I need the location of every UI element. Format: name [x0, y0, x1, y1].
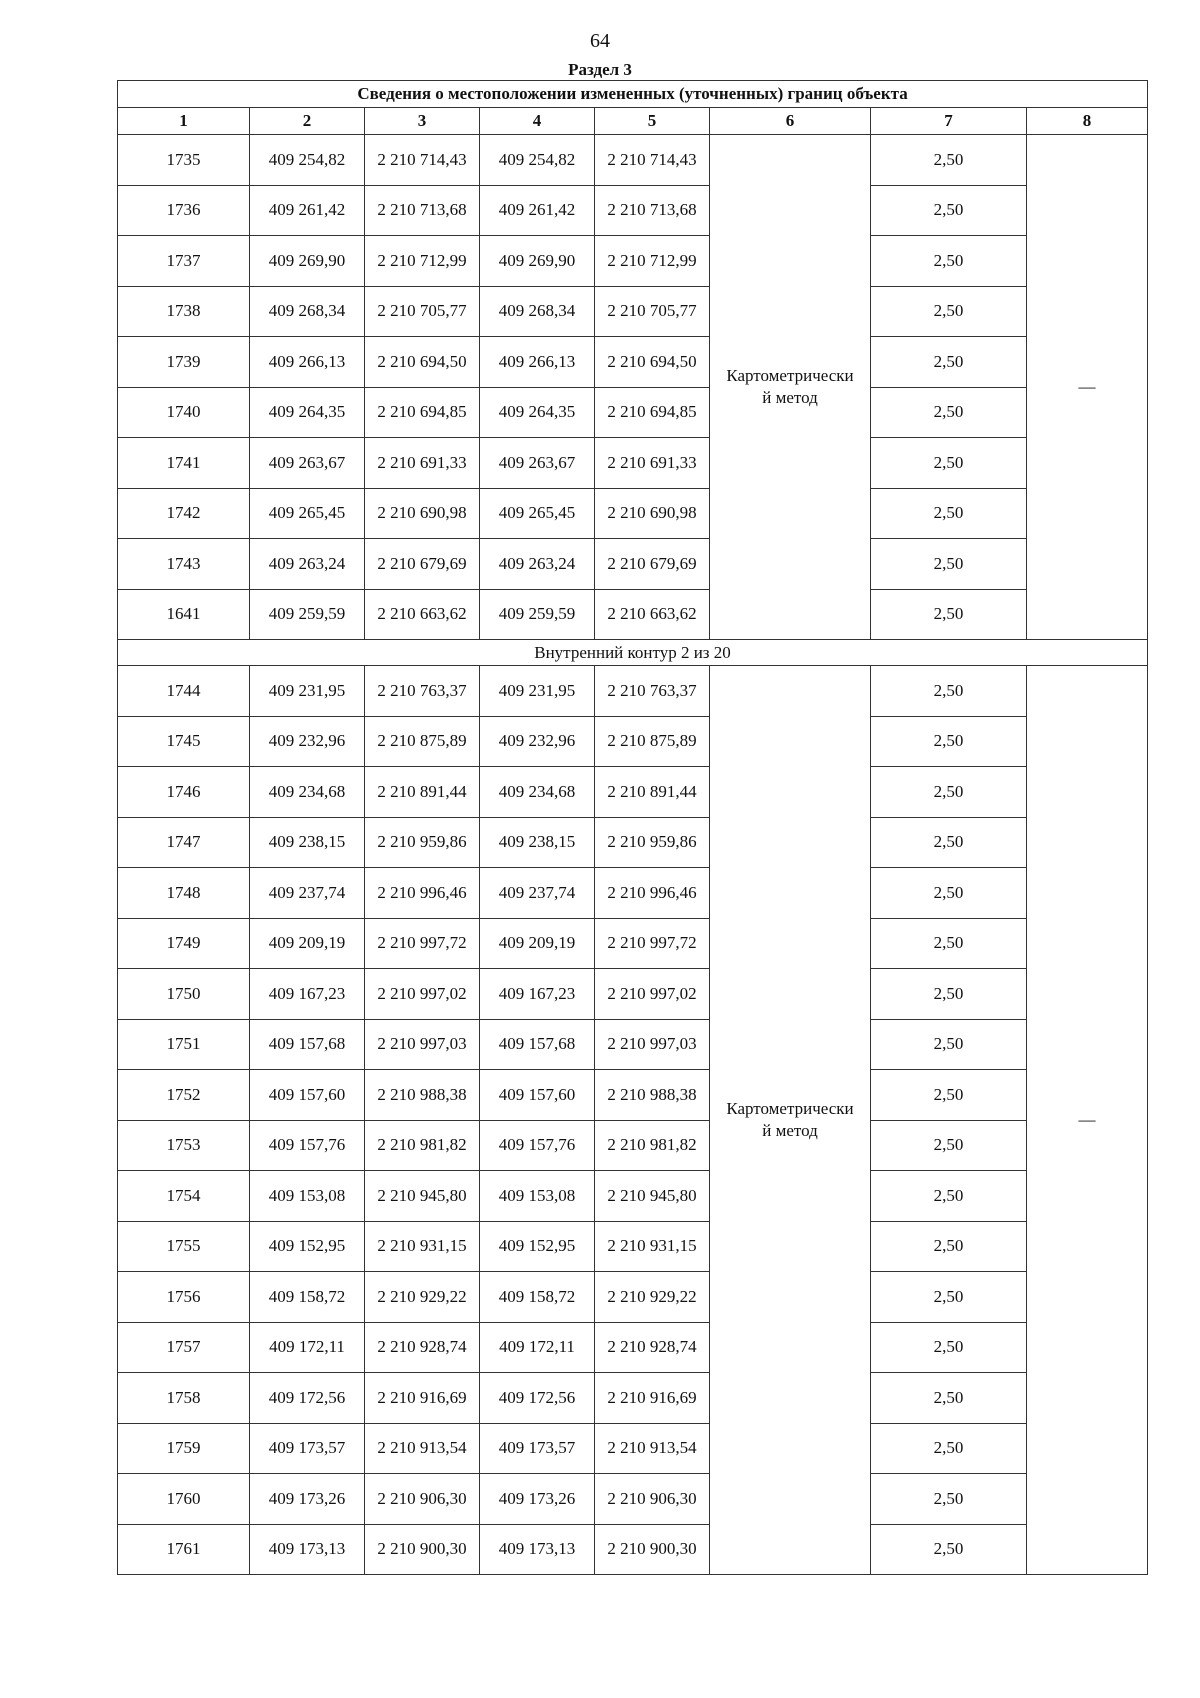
column-number: 7 [871, 108, 1027, 135]
x-coordinate-cell: 409 173,13 [480, 1524, 595, 1575]
x-coordinate-cell: 409 173,26 [250, 1474, 365, 1525]
x-coordinate-cell: 409 167,23 [480, 969, 595, 1020]
x-coordinate-cell: 409 152,95 [250, 1221, 365, 1272]
y-coordinate-cell: 2 210 763,37 [365, 666, 480, 717]
accuracy-cell: 2,50 [871, 1019, 1027, 1070]
y-coordinate-cell: 2 210 906,30 [595, 1474, 710, 1525]
x-coordinate-cell: 409 238,15 [250, 817, 365, 868]
accuracy-cell: 2,50 [871, 1322, 1027, 1373]
point-number-cell: 1758 [118, 1373, 250, 1424]
point-number-cell: 1738 [118, 286, 250, 337]
y-coordinate-cell: 2 210 996,46 [595, 868, 710, 919]
x-coordinate-cell: 409 265,45 [480, 488, 595, 539]
x-coordinate-cell: 409 157,60 [250, 1070, 365, 1121]
point-number-cell: 1746 [118, 767, 250, 818]
accuracy-cell: 2,50 [871, 135, 1027, 186]
column-number: 6 [710, 108, 871, 135]
accuracy-cell: 2,50 [871, 185, 1027, 236]
table-row [118, 135, 1148, 186]
accuracy-cell: 2,50 [871, 1474, 1027, 1525]
y-coordinate-cell: 2 210 900,30 [595, 1524, 710, 1575]
x-coordinate-cell: 409 153,08 [480, 1171, 595, 1222]
point-number-cell: 1742 [118, 488, 250, 539]
y-coordinate-cell: 2 210 981,82 [595, 1120, 710, 1171]
x-coordinate-cell: 409 209,19 [480, 918, 595, 969]
x-coordinate-cell: 409 259,59 [250, 589, 365, 640]
y-coordinate-cell: 2 210 929,22 [365, 1272, 480, 1323]
x-coordinate-cell: 409 157,68 [480, 1019, 595, 1070]
table-row [118, 1423, 1148, 1474]
x-coordinate-cell: 409 234,68 [250, 767, 365, 818]
accuracy-cell: 2,50 [871, 286, 1027, 337]
x-coordinate-cell: 409 237,74 [480, 868, 595, 919]
table-row [118, 387, 1148, 438]
x-coordinate-cell: 409 261,42 [480, 185, 595, 236]
method-cell [710, 666, 871, 1575]
y-coordinate-cell: 2 210 997,03 [595, 1019, 710, 1070]
point-number-cell: 1754 [118, 1171, 250, 1222]
table-caption: Сведения о местоположении измененных (уточненных) границ объекта [118, 81, 1148, 108]
y-coordinate-cell: 2 210 763,37 [595, 666, 710, 717]
y-coordinate-cell: 2 210 712,99 [365, 236, 480, 287]
method-text-line: Картометрически [726, 366, 854, 385]
accuracy-cell: 2,50 [871, 969, 1027, 1020]
point-number-cell: 1752 [118, 1070, 250, 1121]
y-coordinate-cell: 2 210 713,68 [365, 185, 480, 236]
accuracy-cell: 2,50 [871, 1272, 1027, 1323]
y-coordinate-cell: 2 210 663,62 [595, 589, 710, 640]
table-row [118, 589, 1148, 640]
table-row [118, 185, 1148, 236]
x-coordinate-cell: 409 157,76 [480, 1120, 595, 1171]
table-row [118, 817, 1148, 868]
method-text-line: й метод [762, 388, 818, 407]
accuracy-cell: 2,50 [871, 337, 1027, 388]
x-coordinate-cell: 409 232,96 [480, 716, 595, 767]
y-coordinate-cell: 2 210 891,44 [365, 767, 480, 818]
y-coordinate-cell: 2 210 988,38 [365, 1070, 480, 1121]
y-coordinate-cell: 2 210 691,33 [365, 438, 480, 489]
x-coordinate-cell: 409 172,56 [250, 1373, 365, 1424]
y-coordinate-cell: 2 210 988,38 [595, 1070, 710, 1121]
table-row [118, 337, 1148, 388]
point-number-cell: 1744 [118, 666, 250, 717]
table-row [118, 1373, 1148, 1424]
x-coordinate-cell: 409 254,82 [250, 135, 365, 186]
accuracy-cell: 2,50 [871, 1070, 1027, 1121]
x-coordinate-cell: 409 263,67 [250, 438, 365, 489]
x-coordinate-cell: 409 157,60 [480, 1070, 595, 1121]
y-coordinate-cell: 2 210 690,98 [365, 488, 480, 539]
x-coordinate-cell: 409 231,95 [250, 666, 365, 717]
column-number: 2 [250, 108, 365, 135]
table-row [118, 868, 1148, 919]
x-coordinate-cell: 409 173,26 [480, 1474, 595, 1525]
x-coordinate-cell: 409 209,19 [250, 918, 365, 969]
x-coordinate-cell: 409 172,11 [250, 1322, 365, 1373]
method-cell [710, 135, 871, 640]
point-number-cell: 1641 [118, 589, 250, 640]
point-number-cell: 1740 [118, 387, 250, 438]
y-coordinate-cell: 2 210 712,99 [595, 236, 710, 287]
x-coordinate-cell: 409 263,24 [250, 539, 365, 590]
table-row [118, 286, 1148, 337]
table-row [118, 1272, 1148, 1323]
point-number-cell: 1761 [118, 1524, 250, 1575]
y-coordinate-cell: 2 210 913,54 [365, 1423, 480, 1474]
y-coordinate-cell: 2 210 694,50 [595, 337, 710, 388]
x-coordinate-cell: 409 263,24 [480, 539, 595, 590]
x-coordinate-cell: 409 158,72 [480, 1272, 595, 1323]
y-coordinate-cell: 2 210 663,62 [365, 589, 480, 640]
accuracy-cell: 2,50 [871, 1171, 1027, 1222]
accuracy-cell: 2,50 [871, 1423, 1027, 1474]
contour-label-row [118, 640, 1148, 666]
table-row [118, 918, 1148, 969]
y-coordinate-cell: 2 210 959,86 [365, 817, 480, 868]
x-coordinate-cell: 409 237,74 [250, 868, 365, 919]
accuracy-cell: 2,50 [871, 1221, 1027, 1272]
y-coordinate-cell: 2 210 875,89 [365, 716, 480, 767]
y-coordinate-cell: 2 210 997,72 [595, 918, 710, 969]
y-coordinate-cell: 2 210 679,69 [365, 539, 480, 590]
table-row [118, 1524, 1148, 1575]
accuracy-cell: 2,50 [871, 488, 1027, 539]
table-row [118, 236, 1148, 287]
point-number-cell: 1753 [118, 1120, 250, 1171]
y-coordinate-cell: 2 210 900,30 [365, 1524, 480, 1575]
column-8-cell: — [1027, 135, 1148, 640]
x-coordinate-cell: 409 269,90 [480, 236, 595, 287]
x-coordinate-cell: 409 264,35 [250, 387, 365, 438]
x-coordinate-cell: 409 231,95 [480, 666, 595, 717]
table-row [118, 1171, 1148, 1222]
x-coordinate-cell: 409 173,57 [250, 1423, 365, 1474]
accuracy-cell: 2,50 [871, 868, 1027, 919]
column-number-row [118, 108, 1148, 135]
point-number-cell: 1755 [118, 1221, 250, 1272]
table-row [118, 969, 1148, 1020]
x-coordinate-cell: 409 173,13 [250, 1524, 365, 1575]
page-number: 64 [590, 30, 610, 52]
accuracy-cell: 2,50 [871, 236, 1027, 287]
x-coordinate-cell: 409 263,67 [480, 438, 595, 489]
point-number-cell: 1743 [118, 539, 250, 590]
x-coordinate-cell: 409 268,34 [250, 286, 365, 337]
accuracy-cell: 2,50 [871, 1524, 1027, 1575]
y-coordinate-cell: 2 210 913,54 [595, 1423, 710, 1474]
x-coordinate-cell: 409 157,68 [250, 1019, 365, 1070]
coordinates-table [117, 80, 1148, 1575]
x-coordinate-cell: 409 264,35 [480, 387, 595, 438]
point-number-cell: 1739 [118, 337, 250, 388]
x-coordinate-cell: 409 269,90 [250, 236, 365, 287]
x-coordinate-cell: 409 152,95 [480, 1221, 595, 1272]
table-row [118, 1322, 1148, 1373]
x-coordinate-cell: 409 167,23 [250, 969, 365, 1020]
point-number-cell: 1759 [118, 1423, 250, 1474]
accuracy-cell: 2,50 [871, 1120, 1027, 1171]
y-coordinate-cell: 2 210 997,72 [365, 918, 480, 969]
accuracy-cell: 2,50 [871, 767, 1027, 818]
y-coordinate-cell: 2 210 931,15 [595, 1221, 710, 1272]
x-coordinate-cell: 409 153,08 [250, 1171, 365, 1222]
y-coordinate-cell: 2 210 705,77 [365, 286, 480, 337]
y-coordinate-cell: 2 210 945,80 [595, 1171, 710, 1222]
table-row [118, 539, 1148, 590]
method-text-line: й метод [762, 1121, 818, 1140]
y-coordinate-cell: 2 210 916,69 [595, 1373, 710, 1424]
point-number-cell: 1749 [118, 918, 250, 969]
point-number-cell: 1760 [118, 1474, 250, 1525]
section-title: Раздел 3 [568, 60, 632, 79]
x-coordinate-cell: 409 254,82 [480, 135, 595, 186]
point-number-cell: 1748 [118, 868, 250, 919]
x-coordinate-cell: 409 259,59 [480, 589, 595, 640]
table-body [118, 135, 1148, 1575]
y-coordinate-cell: 2 210 705,77 [595, 286, 710, 337]
accuracy-cell: 2,50 [871, 539, 1027, 590]
y-coordinate-cell: 2 210 945,80 [365, 1171, 480, 1222]
table-row [118, 666, 1148, 717]
point-number-cell: 1750 [118, 969, 250, 1020]
y-coordinate-cell: 2 210 714,43 [365, 135, 480, 186]
method-text-line: Картометрически [726, 1099, 854, 1118]
y-coordinate-cell: 2 210 916,69 [365, 1373, 480, 1424]
y-coordinate-cell: 2 210 959,86 [595, 817, 710, 868]
y-coordinate-cell: 2 210 931,15 [365, 1221, 480, 1272]
y-coordinate-cell: 2 210 981,82 [365, 1120, 480, 1171]
x-coordinate-cell: 409 172,56 [480, 1373, 595, 1424]
x-coordinate-cell: 409 157,76 [250, 1120, 365, 1171]
y-coordinate-cell: 2 210 997,02 [595, 969, 710, 1020]
table-row [118, 1120, 1148, 1171]
y-coordinate-cell: 2 210 997,02 [365, 969, 480, 1020]
y-coordinate-cell: 2 210 679,69 [595, 539, 710, 590]
y-coordinate-cell: 2 210 928,74 [365, 1322, 480, 1373]
column-number: 4 [480, 108, 595, 135]
x-coordinate-cell: 409 268,34 [480, 286, 595, 337]
x-coordinate-cell: 409 173,57 [480, 1423, 595, 1474]
column-number: 1 [118, 108, 250, 135]
y-coordinate-cell: 2 210 929,22 [595, 1272, 710, 1323]
y-coordinate-cell: 2 210 906,30 [365, 1474, 480, 1525]
y-coordinate-cell: 2 210 997,03 [365, 1019, 480, 1070]
column-number: 8 [1027, 108, 1148, 135]
x-coordinate-cell: 409 232,96 [250, 716, 365, 767]
point-number-cell: 1745 [118, 716, 250, 767]
x-coordinate-cell: 409 158,72 [250, 1272, 365, 1323]
point-number-cell: 1736 [118, 185, 250, 236]
accuracy-cell: 2,50 [871, 438, 1027, 489]
point-number-cell: 1741 [118, 438, 250, 489]
accuracy-cell: 2,50 [871, 918, 1027, 969]
table-row [118, 1221, 1148, 1272]
point-number-cell: 1735 [118, 135, 250, 186]
column-8-cell: — [1027, 666, 1148, 1575]
y-coordinate-cell: 2 210 690,98 [595, 488, 710, 539]
table-row [118, 1474, 1148, 1525]
table-row [118, 1070, 1148, 1121]
accuracy-cell: 2,50 [871, 1373, 1027, 1424]
x-coordinate-cell: 409 172,11 [480, 1322, 595, 1373]
y-coordinate-cell: 2 210 891,44 [595, 767, 710, 818]
table-row [118, 716, 1148, 767]
accuracy-cell: 2,50 [871, 589, 1027, 640]
y-coordinate-cell: 2 210 928,74 [595, 1322, 710, 1373]
point-number-cell: 1747 [118, 817, 250, 868]
accuracy-cell: 2,50 [871, 817, 1027, 868]
y-coordinate-cell: 2 210 691,33 [595, 438, 710, 489]
point-number-cell: 1756 [118, 1272, 250, 1323]
y-coordinate-cell: 2 210 875,89 [595, 716, 710, 767]
accuracy-cell: 2,50 [871, 387, 1027, 438]
y-coordinate-cell: 2 210 714,43 [595, 135, 710, 186]
x-coordinate-cell: 409 266,13 [480, 337, 595, 388]
column-number: 5 [595, 108, 710, 135]
point-number-cell: 1757 [118, 1322, 250, 1373]
table-row [118, 488, 1148, 539]
x-coordinate-cell: 409 238,15 [480, 817, 595, 868]
x-coordinate-cell: 409 265,45 [250, 488, 365, 539]
x-coordinate-cell: 409 266,13 [250, 337, 365, 388]
y-coordinate-cell: 2 210 694,85 [595, 387, 710, 438]
y-coordinate-cell: 2 210 713,68 [595, 185, 710, 236]
table-row [118, 767, 1148, 818]
y-coordinate-cell: 2 210 694,50 [365, 337, 480, 388]
y-coordinate-cell: 2 210 996,46 [365, 868, 480, 919]
accuracy-cell: 2,50 [871, 666, 1027, 717]
y-coordinate-cell: 2 210 694,85 [365, 387, 480, 438]
accuracy-cell: 2,50 [871, 716, 1027, 767]
x-coordinate-cell: 409 234,68 [480, 767, 595, 818]
contour-label: Внутренний контур 2 из 20 [118, 640, 1148, 666]
point-number-cell: 1737 [118, 236, 250, 287]
column-number: 3 [365, 108, 480, 135]
table-row [118, 438, 1148, 489]
x-coordinate-cell: 409 261,42 [250, 185, 365, 236]
table-row [118, 1019, 1148, 1070]
point-number-cell: 1751 [118, 1019, 250, 1070]
